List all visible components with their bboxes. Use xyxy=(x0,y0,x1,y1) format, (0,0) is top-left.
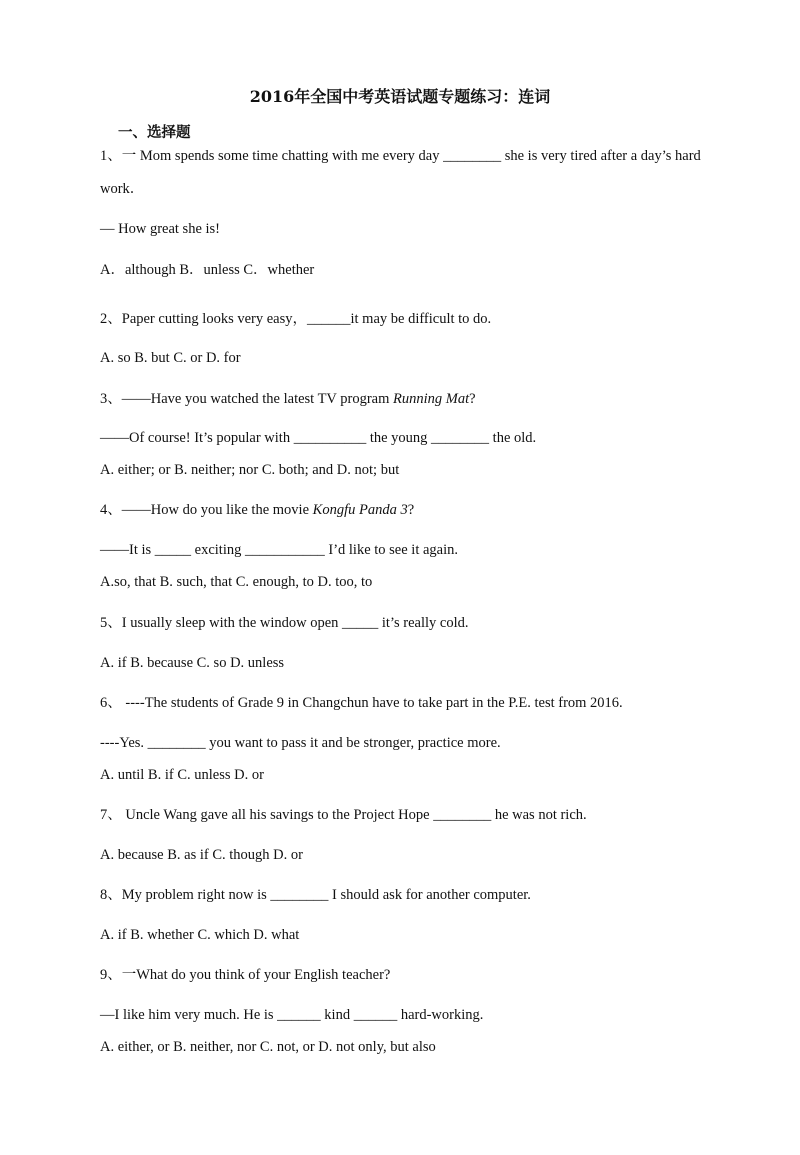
question-9-text: 9、一What do you think of your English teacher? xyxy=(100,967,391,983)
question-9-reply: —I like him very much. He is ______ kind ______ hard-working. xyxy=(100,1007,484,1023)
question-4-reply: ——It is _____ exciting ___________ I’d like to see it again. xyxy=(100,542,459,558)
question-4-text-post: ? xyxy=(407,502,415,518)
question-3-program-title: Running Mat xyxy=(393,391,470,407)
question-7-options: A. because B. as if C. though D. or xyxy=(100,847,303,863)
question-1-options: A．although B．unless C．whether xyxy=(100,262,315,278)
question-3-reply: ——Of course! It’s popular with __________ the young ________ the old. xyxy=(100,430,537,446)
question-5-text: 5、I usually sleep with the window open _____ it’s really cold. xyxy=(100,615,469,631)
question-6-options: A. until B. if C. unless D. or xyxy=(100,767,264,783)
question-1-text-cont: work． xyxy=(100,181,145,197)
question-4-movie-title: Kongfu Panda 3 xyxy=(312,502,408,518)
question-4-text xyxy=(100,501,414,519)
question-6-reply: ----Yes. ________ you want to pass it and be stronger, practice more. xyxy=(100,735,501,751)
question-9-options: A. either, or B. neither, nor C. not, or D. not only, but also xyxy=(100,1039,436,1055)
question-8-options: A. if B. whether C. which D. what xyxy=(100,927,300,943)
section-heading: 一、选择题 xyxy=(118,125,191,141)
question-1-text: 1、一 Mom spends some time chatting with me every day ________ she is very tired after a day’s hard xyxy=(100,148,701,164)
page-title: 2016年全国中考英语试题专题练习：连词 xyxy=(249,87,551,106)
question-7-text: 7、 Uncle Wang gave all his savings to the Project Hope ________ he was not rich. xyxy=(100,807,587,823)
question-8-text: 8、My problem right now is ________ I should ask for another computer. xyxy=(100,887,531,903)
question-1-reply: — How great she is! xyxy=(100,221,221,237)
question-4-options: A.so, that B. such, that C. enough, to D. too, to xyxy=(100,574,373,590)
question-3-text-pre: 3、——Have you watched the latest TV program xyxy=(100,391,394,407)
question-3-options: A. either; or B. neither; nor C. both; and D. not; but xyxy=(100,462,400,478)
question-4-text-pre: 4、——How do you like the movie xyxy=(100,502,313,518)
question-2-text: 2、Paper cutting looks very easy，______it may be difficult to do. xyxy=(100,311,492,327)
question-2-options: A. so B. but C. or D. for xyxy=(100,350,241,366)
question-3-text-post: ? xyxy=(469,391,476,407)
question-6-text: 6、 ----The students of Grade 9 in Changchun have to take part in the P.E. test from 2016. xyxy=(100,695,623,711)
question-3-text xyxy=(100,390,476,408)
question-5-options: A. if B. because C. so D. unless xyxy=(100,655,285,671)
